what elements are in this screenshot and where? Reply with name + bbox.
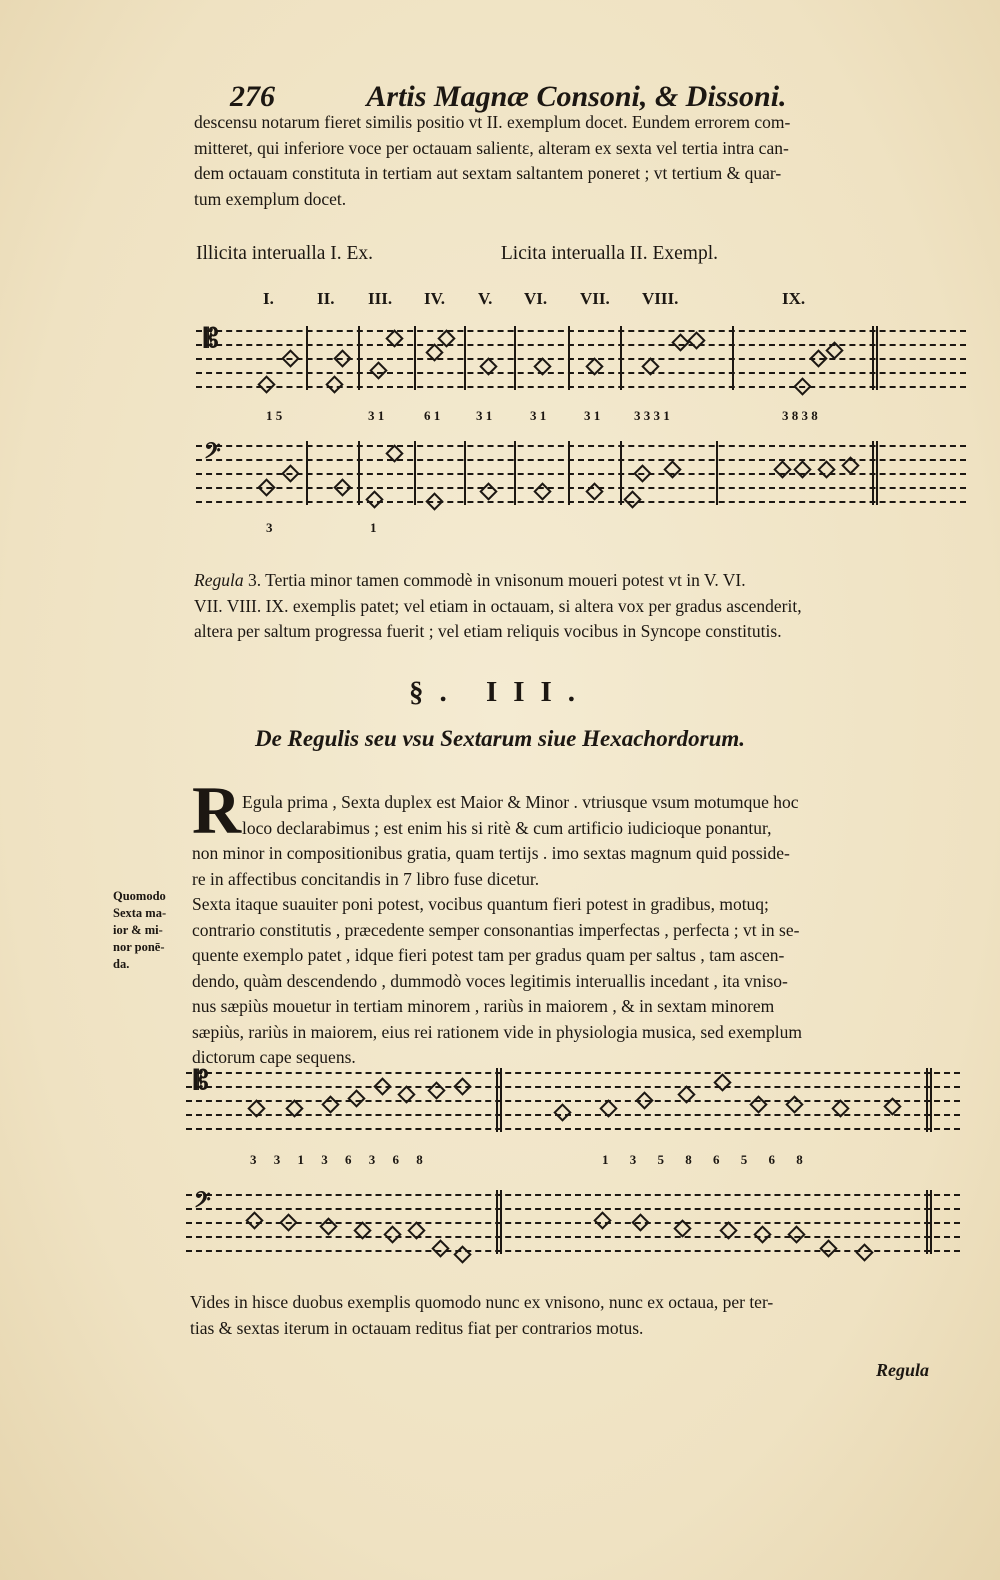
margin-note-line: Quomodo <box>113 889 166 903</box>
music-staff-2 <box>196 439 966 505</box>
interval-figure: 1 <box>370 520 377 535</box>
note-head <box>533 482 551 500</box>
text-line: sæpiùs, rariùs in maiorem, eius rei rationem vide in physiologia musica, sed exemplum <box>192 1021 802 1042</box>
section-number: §. III. <box>408 676 592 708</box>
note-head <box>453 1077 471 1095</box>
catchword: Regula <box>876 1360 930 1380</box>
note-head <box>855 1243 873 1261</box>
note-head <box>687 331 705 349</box>
interval-figure: 1 5 <box>266 408 283 423</box>
note-head <box>749 1095 767 1113</box>
text-line: altera per saltum progressa fuerit ; vel etiam reliquis vocibus in Syncope constitutis. <box>194 621 782 641</box>
drop-cap: R <box>192 772 242 848</box>
note-head <box>631 1213 649 1231</box>
text-line: tum exemplum docet. <box>194 188 347 209</box>
note-head <box>773 460 791 478</box>
note-head <box>279 1213 297 1231</box>
note-head <box>479 482 497 500</box>
note-head <box>347 1089 365 1107</box>
interval-figure: 3 1 <box>584 408 601 423</box>
note-head <box>257 375 275 393</box>
note-head <box>373 1077 391 1095</box>
example-numeral: V. <box>478 289 493 308</box>
example-numeral: IV. <box>424 289 445 308</box>
note-head <box>321 1095 339 1113</box>
page-number: 276 <box>230 80 275 113</box>
text-line: non minor in compositionibus gratia, quam tertijs . imo sextas magnum quid posside- <box>192 843 790 863</box>
note-head <box>671 333 689 351</box>
margin-note-line: nor ponē- <box>113 940 165 954</box>
text-line: loco declarabimus ; est enim his si ritè & cum artificio iudicioque ponantur, <box>242 817 772 838</box>
note-head <box>635 1091 653 1109</box>
note-head <box>633 464 651 482</box>
note-head <box>281 464 299 482</box>
text-line: dictorum cape sequens. <box>192 1047 356 1067</box>
example-numeral: I. <box>263 289 274 308</box>
note-head <box>809 349 827 367</box>
text-line: re in affectibus concitandis in 7 libro fuse dicetur. <box>192 868 540 889</box>
note-head <box>365 490 383 508</box>
note-head <box>787 1225 805 1243</box>
note-head <box>431 1239 449 1257</box>
margin-note-line: ior & mi- <box>113 923 163 937</box>
margin-note <box>113 888 166 973</box>
note-head <box>281 349 299 367</box>
regula-prima-head <box>242 790 962 841</box>
text-line: VII. VIII. IX. exemplis patet; vel etiam in octauam, si altera vox per gradus ascenderit, <box>194 595 802 616</box>
text-line: contrario constitutis , præcedente semper consonantias imperfectas , perfecta ; vt in se- <box>192 919 800 940</box>
clef-icon: 𝄡 <box>204 324 219 353</box>
note-head <box>713 1073 731 1091</box>
interval-figure: 3 1 <box>530 408 547 423</box>
regula-prima-body <box>192 841 962 1071</box>
note-head <box>623 490 641 508</box>
note-head <box>257 478 275 496</box>
note-head <box>785 1095 803 1113</box>
interval-figures-right: 1 3 5 8 6 5 6 8 <box>602 1152 803 1167</box>
interval-figures-left: 3 3 1 3 6 3 6 8 <box>250 1152 423 1167</box>
text-line: quente exemplo patet , idque fieri potest tam per gradus quam per saltus , tam ascen- <box>192 945 785 965</box>
text-line: mitteret, qui inferiore voce per octauam salientε, alteram ex sexta vel tertia intra can- <box>194 137 789 158</box>
text-line: dendo, quàm descendendo , dummodò voces legitimis interuallis incedant , ita vniso- <box>192 970 788 991</box>
note-head <box>585 482 603 500</box>
illicita-heading: Illicita interualla I. Ex. <box>196 243 374 264</box>
note-head <box>817 460 835 478</box>
text-line: Sexta itaque suauiter poni potest, vocibus quantum fieri potest in gradibus, motuq; <box>192 894 769 914</box>
page-header <box>230 80 810 114</box>
example-numeral: VI. <box>524 289 548 308</box>
interval-figure: 3 1 <box>368 408 385 423</box>
interval-figure: 6 1 <box>424 408 441 423</box>
note-head <box>333 478 351 496</box>
regula-3-line-1 <box>194 568 964 594</box>
note-head <box>753 1225 771 1243</box>
example-numeral: III. <box>368 289 393 308</box>
text-line: tias & sextas iterum in octauam reditus fiat per contrarios motus. <box>190 1317 644 1338</box>
note-head <box>325 375 343 393</box>
section-title: De Regulis seu vsu Sextarum siue Hexachordorum. <box>254 726 746 751</box>
example-numeral: VII. <box>580 289 610 308</box>
margin-note-line: Sexta ma- <box>113 906 167 920</box>
note-head <box>427 1081 445 1099</box>
text-line: 3. Tertia minor tamen commodè in vnisonum moueri potest vt in V. VI. <box>247 570 746 590</box>
example-numeral: II. <box>317 289 335 308</box>
note-head <box>819 1239 837 1257</box>
text-line: nus sæpiùs mouetur in tertiam minorem , rariùs in maiorem , & in sextam minorem <box>192 996 775 1016</box>
note-head <box>425 492 443 510</box>
note-head <box>383 1225 401 1243</box>
interval-figure: 3 <box>266 520 273 535</box>
note-head <box>319 1217 337 1235</box>
clef-icon: 𝄢 <box>194 1188 211 1217</box>
text-line: dem octauam constituta in tertiam aut sextam saltantem poneret ; vt tertium & quar- <box>194 163 782 183</box>
margin-note-line: da. <box>113 957 130 971</box>
licita-heading: Licita interualla II. Exempl. <box>500 243 718 264</box>
interval-figure: 3 3 3 1 <box>634 408 670 423</box>
regula-label: Regula <box>194 570 244 590</box>
note-head <box>793 377 811 395</box>
text-line: Egula prima , Sexta duplex est Maior & Minor . vtriusque vsum motumque hoc <box>242 792 799 812</box>
music-staff-4 <box>186 1188 960 1254</box>
interval-figure: 3 1 <box>476 408 493 423</box>
example-numeral: VIII. <box>642 289 679 308</box>
note-head <box>553 1103 571 1121</box>
example-headings <box>196 243 718 265</box>
music-staff-3 <box>186 1066 960 1132</box>
running-title: Artis Magnæ Consoni, & Dissoni. <box>366 80 787 113</box>
closing-paragraph <box>190 1290 962 1341</box>
note-head <box>333 349 351 367</box>
clef-icon: 𝄢 <box>204 439 221 468</box>
note-head <box>793 460 811 478</box>
regula-3 <box>194 568 964 645</box>
paragraph-intro <box>194 110 962 212</box>
note-head <box>245 1211 263 1229</box>
note-head <box>453 1245 471 1263</box>
text-line: descensu notarum fieret similis positio vt II. exemplum docet. Eundem errorem com- <box>194 112 791 132</box>
note-head <box>369 361 387 379</box>
interval-figure: 3 8 3 8 <box>782 408 818 423</box>
note-head <box>593 1211 611 1229</box>
music-staff-1 <box>196 324 966 390</box>
text-line: Vides in hisce duobus exemplis quomodo nunc ex vnisono, nunc ex octaua, per ter- <box>190 1292 774 1312</box>
clef-icon: 𝄡 <box>194 1066 209 1095</box>
note-head <box>663 460 681 478</box>
example-numeral: IX. <box>782 289 806 308</box>
